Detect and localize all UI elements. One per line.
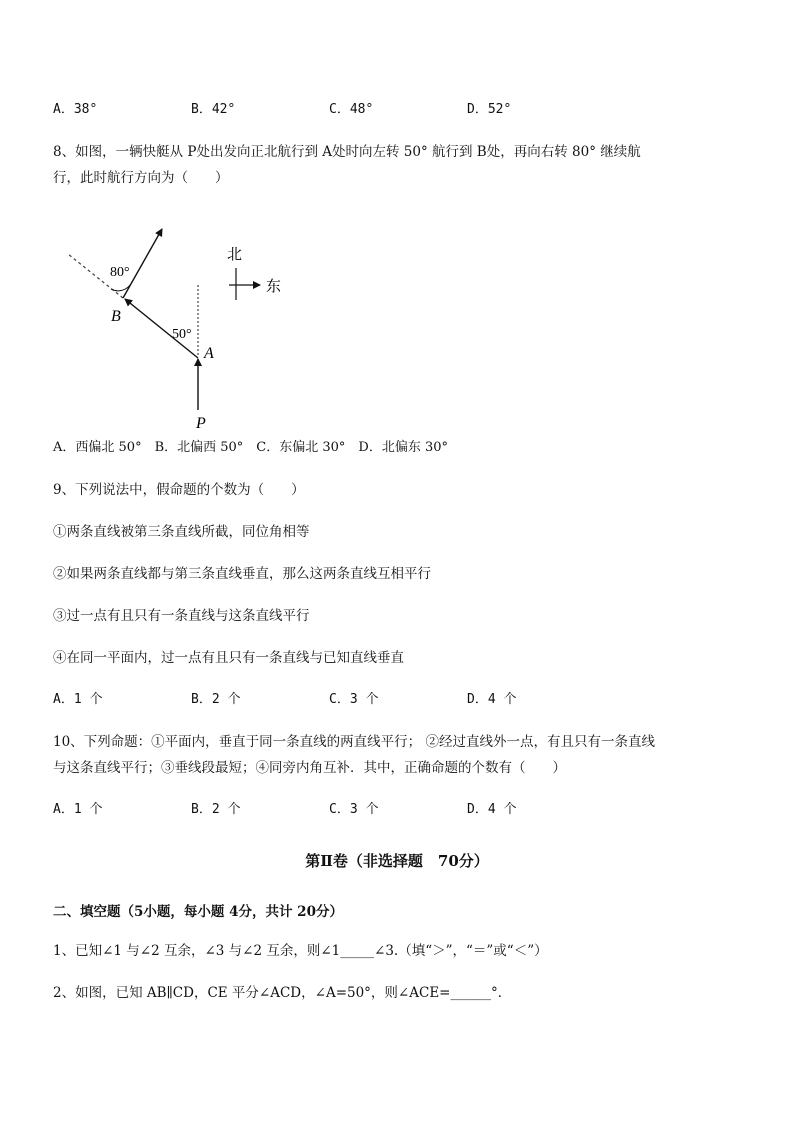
q9-option-d: D．4 个 — [467, 692, 517, 707]
q10-option-c: C．3 个 — [329, 802, 379, 817]
section2-heading: 二、填空题（5小题，每小题 4分，共计 20分） — [53, 904, 343, 920]
angle-label-a: 50° — [172, 327, 192, 342]
q7-option-b: B．42° — [191, 102, 236, 117]
fill-question-1: 1、已知∠1 与∠2 互余，∠3 与∠2 互余，则∠1_____∠3.（填“＞”，“＝”或“＜”） — [53, 943, 548, 959]
q7-option-d: D．52° — [467, 102, 512, 117]
compass-east-label: 东 — [266, 279, 282, 295]
point-label-a: A — [204, 345, 214, 362]
compass-north-label: 北 — [227, 247, 243, 263]
path-b-onward — [123, 229, 162, 298]
q7-option-a: A．38° — [53, 102, 98, 117]
q9-option-b: B．2 个 — [191, 692, 241, 707]
q9-statement-3: ③过一点有且只有一条直线与这条直线平行 — [53, 608, 310, 624]
q10-stem-line2: 与这条直线平行；③垂线段最短；④同旁内角互补．其中，正确命题的个数有（ ） — [53, 760, 566, 776]
q9-statement-1: ①两条直线被第三条直线所截，同位角相等 — [53, 524, 310, 540]
q10-option-a: A．1 个 — [53, 802, 103, 817]
q7-option-c: C．48° — [329, 102, 374, 117]
q9-statement-4: ④在同一平面内，过一点有且只有一条直线与已知直线垂直 — [53, 650, 404, 666]
q9-statement-2: ②如果两条直线都与第三条直线垂直，那么这两条直线互相平行 — [53, 566, 431, 582]
q8-stem-line2: 行，此时航行方向为（ ） — [53, 170, 229, 186]
q8-stem-line1: 8、如图，一辆快艇从 P处出发向正北航行到 A处时向左转 50° 航行到 B处，再向右转 80° 继续航 — [53, 144, 641, 160]
q10-option-b: B．2 个 — [191, 802, 241, 817]
angle-label-b: 80° — [110, 265, 130, 280]
q10-stem-line1: 10、下列命题：①平面内，垂直于同一条直线的两直线平行； ②经过直线外一点，有且只有一条直线 — [53, 734, 655, 750]
point-label-p: P — [196, 415, 206, 432]
part2-title: 第Ⅱ卷（非选择题 70分） — [305, 852, 489, 870]
q9-option-a: A．1 个 — [53, 692, 103, 707]
q9-option-c: C．3 个 — [329, 692, 379, 707]
q10-option-d: D．4 个 — [467, 802, 517, 817]
q9-stem: 9、下列说法中，假命题的个数为（ ） — [53, 482, 305, 498]
point-label-b: B — [111, 308, 121, 325]
fill-question-2: 2、如图，已知 AB∥CD，CE 平分∠ACD，∠A=50°，则∠ACE=______°． — [53, 985, 512, 1001]
q8-options: A．西偏北 50° B．北偏西 50° C．东偏北 30° D．北偏东 30° — [53, 440, 449, 455]
q8-figure — [0, 0, 794, 440]
